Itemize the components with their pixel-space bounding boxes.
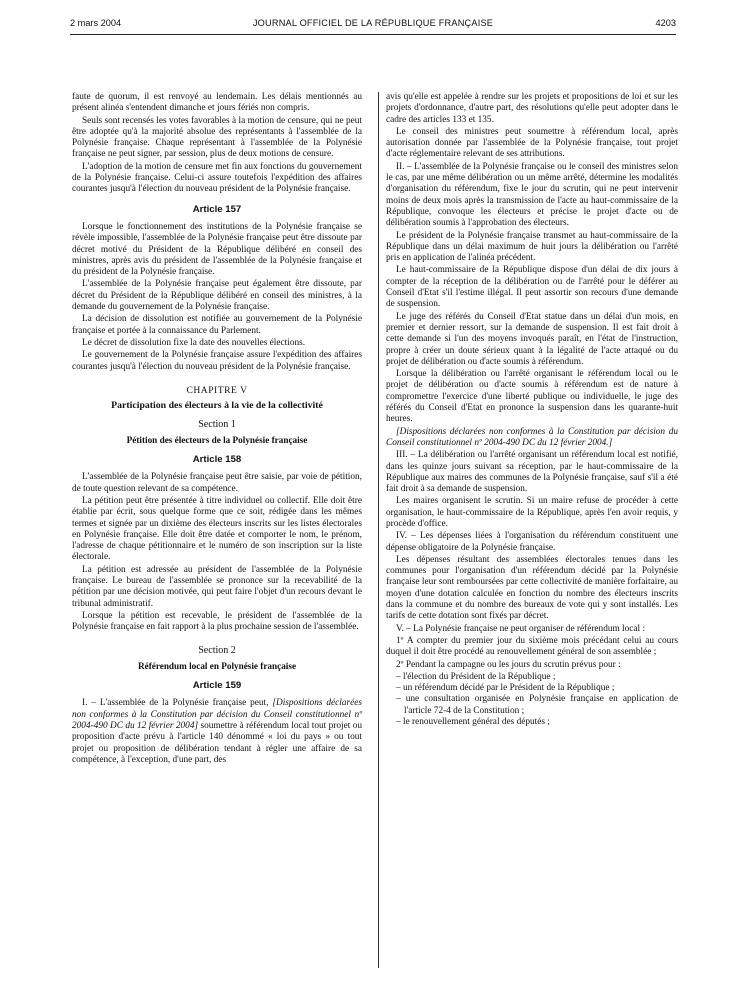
paragraph (72, 698, 362, 766)
paragraph: L'assemblée de la Polynésie française peut également être dissoute, par décret du Président de la République délibéré en conseil des ministres, à la demande du gouvernement de la Polynésie française. (72, 279, 362, 313)
section-heading: Section 2 (198, 645, 236, 657)
paragraph: Le président de la Polynésie française transmet au haut-commissaire de la République dans un délai maximum de huit jours la délibération ou l'arrêté pris en application de l'alinéa précédent. (386, 230, 678, 264)
paragraph: Le décret de dissolution fixe la date des nouvelles élections. (82, 337, 306, 348)
header-rule (70, 34, 676, 35)
paragraph: L'adoption de la motion de censure met fin aux fonctions du gouvernement de la Polynésie française. Celui-ci assure toutefois l'expédition des affaires courantes jusqu'à l'élection du nouveau président de la Polynésie française. (72, 161, 362, 195)
paragraph: II. – L'assemblée de la Polynésie française ou le conseil des ministres selon le cas, par une même délibération ou un même arrêté, détermine les modalités d'organisation du référendum, fixe le jour du scrutin, qui ne peut intervenir moins de deux mois après la transmission de l'acte au haut-commissaire de la République, convoque les électeurs et précise le projet d'acte ou de délibération soumis à l'approbation des électeurs. (386, 161, 678, 229)
paragraph: Seuls sont recensés les votes favorables à la motion de censure, qui ne peut être adoptée qu'à la majorité absolue des représentants à l'assemblée de la Polynésie française. Chaque représentant à l'assemblée de la Polynésie française ne peut signer, par session, plus de deux motions de censure. (72, 115, 362, 160)
paragraph: 2º Pendant la campagne ou les jours du scrutin prévus pour : (396, 659, 621, 670)
paragraph: La pétition est adressée au président de l'assemblée de la Polynésie française. Le bureau de l'assemblée se prononce sur la recevabilité de la pétition par une décision motivée, qui peut faire l'objet d'un recours devant le tribunal administratif. (72, 564, 362, 609)
article-heading: Article 159 (192, 680, 242, 692)
paragraph: III. – La délibération ou l'arrêté organisant un référendum local est notifié, dans les quinze jours suivant sa réception, par le haut-commissaire de la République aux maires des communes de la Polynésie française, sauf s'il a été fait droit à sa demande de suspension. (386, 450, 678, 495)
right-column (386, 92, 678, 728)
paragraph: Les maires organisent le scrutin. Si un maire refuse de procéder à cette organisation, le haut-commissaire de la République, après l'en avoir requis, y procède d'office. (386, 496, 678, 529)
header-title: JOURNAL OFFICIEL DE LA RÉPUBLIQUE FRANÇAISE (252, 18, 494, 28)
paragraph: 1º A compter du premier jour du sixième mois précédant celui au cours duquel il doit être procédé au renouvellement général de son assemblée ; (386, 635, 678, 658)
paragraph: Le conseil des ministres peut soumettre à référendum local, après autorisation donnée par l'assemblée de la Polynésie française, tout projet d'acte réglementaire relevant de ses attributions. (386, 126, 678, 160)
paragraph: Les dépenses résultant des assemblées électorales tenues dans les communes pour l'organisation d'un référendum décidé par la Polynésie française leur sont remboursées par cette collectivité de manière forfaitaire, au moyen d'une dotation calculée en fonction du nombre des électeurs inscrits dans la commune et du nombre des bureaux de vote qui y sont installés. Les tarifs de cette dotation sont fixés par décret. (386, 554, 678, 622)
article-heading: Article 157 (192, 203, 242, 215)
header-date: 2 mars 2004 (70, 18, 122, 28)
section-heading: Section 1 (198, 419, 236, 431)
chapter-heading: CHAPITRE V (186, 384, 248, 396)
paragraph: Le gouvernement de la Polynésie française assure l'expédition des affaires courantes jusqu'à l'élection du nouveau président de la Polynésie française. (72, 350, 362, 372)
section-title: Référendum local en Polynésie française (137, 660, 297, 671)
paragraph-text: I. – L'assemblée de la Polynésie française peut, (82, 698, 273, 709)
left-column (72, 92, 362, 767)
list-item: – une consultation organisée en Polynésie française en application de l'article 72-4 de la Constitution ; (396, 694, 678, 717)
paragraph: L'assemblée de la Polynésie française peut être saisie, par voie de pétition, de toute question relevant de sa compétence. (72, 472, 362, 494)
paragraph: Lorsque la délibération ou l'arrêté organisant le référendum local ou le projet de délibération ou d'acte soumis à référendum est de nature à compromettre l'exercice d'une liberté publique ou individuelle, le juge des référés du Conseil d'Etat en prononce la suspension dans les quarante-huit heures. (386, 369, 678, 425)
paragraph: Lorsque la pétition est recevable, le président de l'assemblée de la Polynésie française en fait rapport à la plus prochaine session de l'assemblée. (72, 610, 362, 633)
paragraph: IV. – Les dépenses liées à l'organisation du référendum constituent une dépense obligatoire de la Polynésie française. (386, 531, 678, 553)
paragraph: Le haut-commissaire de la République dispose d'un délai de dix jours à compter de la réception de la délibération ou de l'arrêté pour le déférer au Conseil d'Etat s'il l'estime illégal. Il peut assortir son recours d'une demande de suspension. (386, 265, 678, 310)
column-divider (378, 92, 379, 968)
paragraph: faute de quorum, il est renvoyé au lendemain. Les délais mentionnés au présent alinéa s'entendent dimanche et jours fériés non compris. (72, 92, 362, 114)
dash-list (386, 672, 678, 728)
article-heading: Article 158 (192, 454, 242, 466)
paragraph: La pétition peut être présentée à titre individuel ou collectif. Elle doit être établie par écrit, sous quelque forme que ce soit, rédigée dans les mêmes termes et signée par un dixième des électeurs inscrits sur les listes électorales en Polynésie française. Elle doit être datée et comporter le nom, le prénom, l'adresse de chaque pétitionnaire et le numéro de son inscription sur la liste électorale. (72, 495, 362, 563)
struck-provision-note: [Dispositions déclarées non conformes à la Constitution par décision du Conseil constitutionnel nº 2004-490 DC du 12 février 2004.] (386, 426, 678, 448)
paragraph: Le juge des référés du Conseil d'Etat statue dans un délai d'un mois, en premier et dernier ressort, sur la demande de suspension. Il est fait droit à cette demande si l'un des moyens invoqués paraît, en l'état de l'instruction, propre à créer un doute sérieux quant à la légalité de l'acte attaqué ou du projet de délibération ou d'acte soumis à référendum. (386, 311, 678, 367)
paragraph: Lorsque le fonctionnement des institutions de la Polynésie française se révèle impossible, l'assemblée de la Polynésie française peut être dissoute par décret motivé du Président de la République délibéré en conseil des ministres, après avis du président de l'assemblée de la Polynésie française et du président de la Polynésie française. (72, 221, 362, 278)
page-number: 4203 (655, 18, 676, 28)
page-header (70, 18, 676, 32)
list-item: – un référendum décidé par le Président de la République ; (396, 683, 678, 694)
paragraph: La décision de dissolution est notifiée au gouvernement de la Polynésie française et portée à la connaissance du Parlement. (72, 314, 362, 336)
paragraph: V. – La Polynésie française ne peut organiser de référendum local : (396, 623, 646, 634)
paragraph: avis qu'elle est appelée à rendre sur les projets et propositions de loi et sur les projets d'ordonnance, d'autre part, des résolutions qu'elle peut adopter dans le cadre des articles 133 et 135. (386, 92, 678, 125)
list-item: – le renouvellement général des députés ; (396, 717, 678, 728)
struck-provision-note: [Dispositions déclarées non conformes à la Constitution par décision du Conseil constitutionnel nº 2004-490 DC du 12 février 2004] (72, 698, 362, 731)
section-title: Pétition des électeurs de la Polynésie française (126, 434, 308, 445)
list-item: – l'élection du Président de la République ; (396, 672, 678, 683)
paragraph-text: soumettre à référendum local tout projet ou proposition d'acte prévu à l'article 140 dénommé « loi du pays » ou tout projet ou proposition de délibération tendant à régler une affaire de sa compétence, à l'exception, d'une part, des (72, 720, 362, 765)
chapter-title: Participation des électeurs à la vie de la collectivité (111, 400, 323, 412)
